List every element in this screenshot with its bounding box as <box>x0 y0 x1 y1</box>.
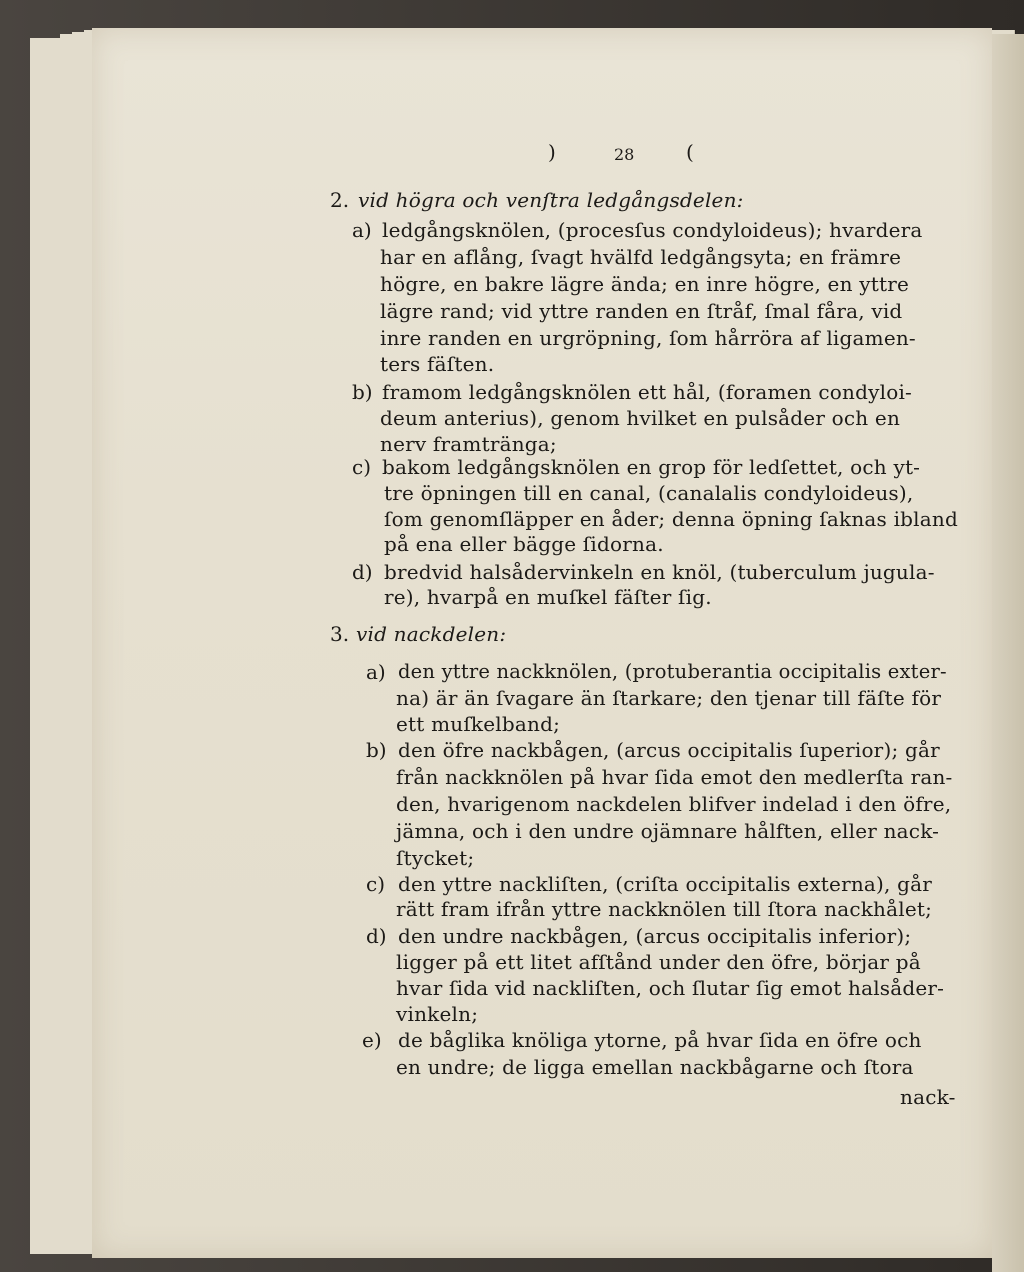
item-2b-line-1: framom ledgångsknölen ett hål, (foramen condyloi- <box>382 380 913 404</box>
item-2a-line-4: lägre rand; vid yttre randen en ſtråf, ſmal fåra, vid <box>380 299 903 323</box>
item-2c-line-2: tre öpningen till en canal, (canalalis condyloideus), <box>384 481 914 505</box>
item-3d-line-2: ligger på ett litet afſtånd under den öfre, börjar på <box>396 950 921 974</box>
item-3a-label: a) <box>366 660 386 684</box>
item-3c-label: c) <box>366 872 386 896</box>
item-2b-line-2: deum anterius), genom hvilket en pulsåder och en <box>380 406 901 430</box>
header-left-bracket: ) <box>548 140 556 164</box>
item-2c-label: c) <box>352 455 372 479</box>
item-2a-label: a) <box>352 218 372 242</box>
section-2-heading: vid högra och venſtra ledgångsdelen: <box>358 188 744 212</box>
item-3b-line-4: jämna, och i den undre ojämnare hålften, eller nack- <box>396 819 940 843</box>
section-3-heading: vid nackdelen: <box>356 622 507 646</box>
item-3b-line-2: från nackknölen på hvar ſida emot den medlerſta ran- <box>396 765 953 789</box>
item-2a-line-5: inre randen en urgröpning, ſom hårröra af ligamen- <box>380 326 916 350</box>
item-3c-line-1: den yttre nackliſten, (criſta occipitalis externa), går <box>398 872 933 896</box>
item-3a-line-1: den yttre nackknölen, (protuberantia occipitalis exter- <box>398 660 947 683</box>
section-3-number: 3. <box>330 622 350 646</box>
section-2-number: 2. <box>330 188 350 212</box>
item-2c-line-1: bakom ledgångsknölen en grop för ledſettet, och yt- <box>382 455 921 479</box>
item-3b-line-5: ſtycket; <box>396 846 475 870</box>
item-3e-label: e) <box>362 1028 382 1052</box>
item-2a-line-3: högre, en bakre lägre ända; en inre högre, en yttre <box>380 272 909 296</box>
item-3c-line-2: rätt fram ifrån yttre nackknölen till ſtora nackhålet; <box>396 897 933 921</box>
item-3e-line-1: de båglika knöliga ytorne, på hvar ſida en öfre och <box>398 1028 922 1052</box>
item-2c-line-4: på ena eller bägge ſidorna. <box>384 532 664 556</box>
item-2d-line-1: bredvid halsådervinkeln en knöl, (tuberculum jugula- <box>384 560 935 584</box>
item-3b-label: b) <box>366 738 387 762</box>
item-2b-label: b) <box>352 380 373 404</box>
item-2c-line-3: ſom genomſläpper en åder; denna öpning ſaknas ibland <box>384 507 958 531</box>
item-3d-label: d) <box>366 924 387 948</box>
item-2a-line-6: ters fäſten. <box>380 352 495 376</box>
catchword: nack- <box>900 1085 956 1109</box>
page-number: 28 <box>614 145 635 164</box>
item-2d-line-2: re), hvarpå en muſkel fäſter ſig. <box>384 585 712 609</box>
item-3b-line-3: den, hvarigenom nackdelen blifver indelad i den öfre, <box>396 792 952 816</box>
item-2d-label: d) <box>352 560 373 584</box>
item-3d-line-4: vinkeln; <box>396 1002 479 1026</box>
item-2a-line-1: ledgångsknölen, (procesſus condyloideus); hvardera <box>382 218 923 242</box>
item-3d-line-1: den undre nackbågen, (arcus occipitalis inferior); <box>398 924 912 948</box>
item-2b-line-3: nerv framtränga; <box>380 432 557 456</box>
item-3d-line-3: hvar ſida vid nackliſten, och ſlutar ſig emot halsåder- <box>396 976 945 1000</box>
item-3a-line-2: na) är än ſvagare än ſtarkare; den tjenar till fäſte för <box>396 686 942 710</box>
item-3b-line-1: den öfre nackbågen, (arcus occipitalis ſuperior); går <box>398 738 940 762</box>
item-2a-line-2: har en aflång, ſvagt hvälfd ledgångsyta; en främre <box>380 245 902 269</box>
item-3e-line-2: en undre; de ligga emellan nackbågarne och ſtora <box>396 1055 914 1079</box>
item-3a-line-3: ett muſkelband; <box>396 712 561 736</box>
header-right-bracket: ( <box>686 140 694 164</box>
